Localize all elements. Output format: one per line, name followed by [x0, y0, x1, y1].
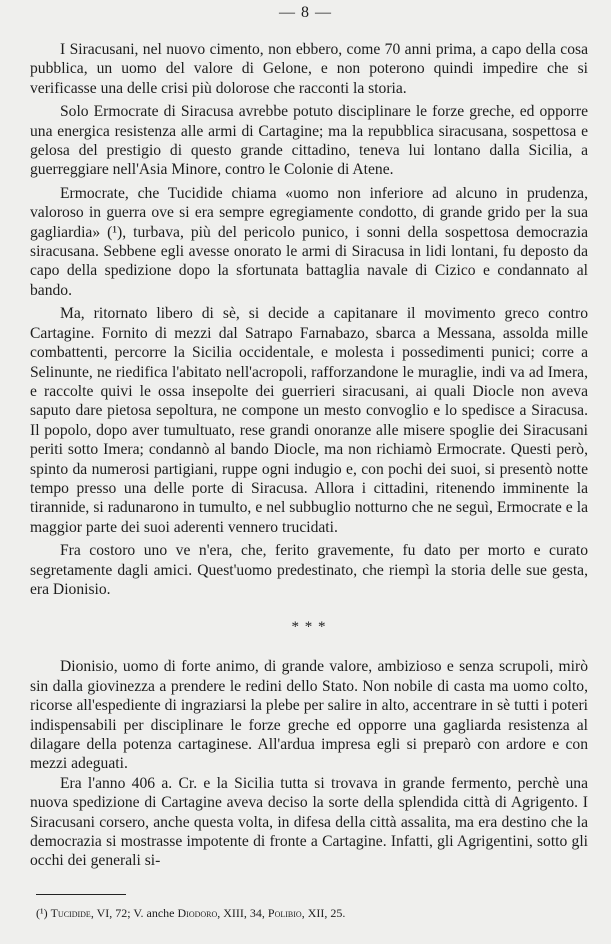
paragraph-4: Ma, ritornato libero di sè, si decide a capitanare il movimento greco contro Cartagine. Fornito di mezzi dal Satrapo Farnabazo, sbarca a Messana, assolda mille combattenti, percorre la Sicilia occidentale, e molesta i possedimenti punici; corre a Selinunte, ne riedifica l'abitato nell'acropoli, rafforzandone le muraglie, indi va ad Imera, e raccolte quivi le ossa insepolte dei guerrieri siracusani, ai quali Diocle non aveva saputo dare pietosa sepoltura, ne compone un mesto convoglio e lo spedisce a Siracusa. Il popolo, dopo aver tumultuato, rese grandi onoranze alle misere spoglie dei Siracusani periti sotto Imera; condannò al bando Diocle, ma non richiamò Ermocrate. Questi però, spinto da numerosi partigiani, ruppe ogni indugio e, con pochi dei suoi, si presentò notte tempo presso una delle porte di Siracusa. Allora i cittadini, ritenendo imminente la tirannide, si radunarono in tumulto, e nel subbuglio notturno che ne seguì, Ermocrate e la maggior parte dei suoi aderenti vennero trucidati. — [30, 305, 588, 536]
footnote-text-3: , XII, 25. — [301, 906, 346, 920]
paragraph-3: Ermocrate, che Tucidide chiama «uomo non inferiore ad alcuno in prudenza, valoroso in guerra ove si era sempre egregiamente condotto, di grande grido per la sua gagliardia» (¹), turbava, più del pericolo punico, i sonni della sospettosa democrazia siracusana. Sebbene egli avesse onorato le armi di Siracusa in lidi lontani, fu deposto da capo della spedizione dopo la sfortunata battaglia navale di Cizico e condannato al bando. — [30, 184, 588, 299]
paragraph-6: Dionisio, uomo di forte animo, di grande valore, ambizioso e senza scrupoli, mirò sin dalla giovinezza a prendere le redini dello Stato. Non nobile di casta ma uomo colto, ricorse all'espediente di ingraziarsi la plebe per salire in alto, accentrare in sè tutti i poteri indispensabili per disciplinare le forze greche ed opporre una gagliarda resistenza al dilagare della potenza cartaginese. All'ardua impresa egli si preparò con ardore e con mezzi adeguati. — [30, 658, 588, 773]
footnote-source-tucidide: Tucidide — [50, 906, 91, 920]
paragraph-5: Fra costoro uno ve n'era, che, ferito gravemente, fu dato per morto e curato segretamente dagli amici. Quest'uomo predestinato, che riempì la storia delle sue gesta, era Dionisio. — [30, 542, 588, 598]
footnote-marker: (¹) — [36, 906, 48, 920]
section-separator: * * * — [291, 619, 327, 636]
paragraph-7: Era l'anno 406 a. Cr. e la Sicilia tutta si trovava in grande fermento, perchè una nuova spedizione di Cartagine aveva deciso la sorte della splendida città di Agrigento. I Siracusani corsero, anche questa volta, in difesa della città assalita, ma era destino che la democrazia si mostrasse impotente di fronte a Cartagine. Infatti, gli Agrigentini, sotto gli occhi dei generali si- — [30, 774, 588, 870]
paragraph-2: Solo Ermocrate di Siracusa avrebbe potuto disciplinare le forze greche, ed opporre una energica resistenza alle armi di Cartagine; ma la repubblica siracusana, sospettosa e gelosa del prestigio di questo grande cittadino, teneva lui lontano dalla Sicilia, a guerreggiare nell'Asia Minore, contro le Colonie di Atene. — [30, 103, 588, 179]
footnote-rule — [36, 894, 126, 895]
paragraph-1: I Siracusani, nel nuovo cimento, non ebbero, come 70 anni prima, a capo della cosa pubblica, un uomo del valore di Gelone, e non poterono quindi impedire che si verificasse una delle crisi più dolorose che racconti la storia. — [30, 41, 588, 97]
footnote — [36, 906, 591, 920]
body-text — [30, 40, 588, 871]
footnote-text-1: , VI, 72; V. anche — [90, 906, 178, 920]
footnote-source-diodoro: Diodoro — [177, 906, 218, 920]
footnote-text-2: , XIII, 34, — [217, 906, 268, 920]
page-number: — 8 — — [279, 4, 332, 21]
footnote-source-polibio: Polibio — [267, 906, 302, 920]
